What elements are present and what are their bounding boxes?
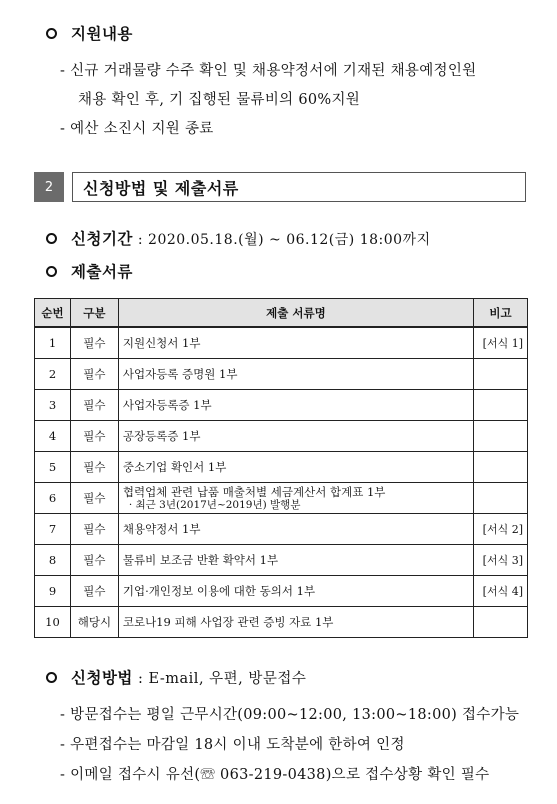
table-row — [35, 452, 528, 483]
support-heading — [46, 22, 133, 44]
period-line — [46, 227, 431, 249]
row-doc-name: 공장등록증 1부 — [118, 421, 473, 452]
row-no: 1 — [35, 327, 71, 359]
row-no: 5 — [35, 452, 71, 483]
header-no: 순번 — [35, 299, 71, 328]
row-doc-name-cell — [118, 483, 473, 514]
row-type: 필수 — [70, 576, 118, 607]
section-title: 신청방법 및 제출서류 — [83, 178, 239, 198]
period-value: 2020.05.18.(월) ~ 06.12(금) 18:00까지 — [148, 232, 431, 248]
table-header-row — [35, 299, 528, 328]
row-no: 6 — [35, 483, 71, 514]
row-type: 필수 — [70, 327, 118, 359]
row-note: [서식 1] — [473, 327, 527, 359]
row-note — [473, 607, 527, 638]
method-label: 신청방법 — [71, 668, 133, 687]
row-no: 8 — [35, 545, 71, 576]
circle-bullet-icon — [46, 266, 57, 277]
row-type: 필수 — [70, 483, 118, 514]
support-item-2: 채용 확인 후, 기 집행된 물류비의 60%지원 — [78, 92, 361, 108]
row-type: 필수 — [70, 452, 118, 483]
table-row — [35, 545, 528, 576]
documents-table — [34, 298, 528, 638]
row-type: 필수 — [70, 545, 118, 576]
row-note: [서식 2] — [473, 514, 527, 545]
row-no: 2 — [35, 359, 71, 390]
row-doc-name: 물류비 보조금 반환 확약서 1부 — [118, 545, 473, 576]
row-note: [서식 4] — [473, 576, 527, 607]
period-label: 신청기간 — [71, 229, 133, 248]
row-doc-name: 지원신청서 1부 — [118, 327, 473, 359]
row-note — [473, 452, 527, 483]
row-note — [473, 390, 527, 421]
method-value: E-mail, 우편, 방문접수 — [148, 671, 307, 687]
row-type: 해당시 — [70, 607, 118, 638]
row-doc-subnote: · 최근 3년(2017년~2019년) 발행분 — [128, 498, 301, 511]
docs-heading — [46, 260, 133, 282]
method-item-3: - 이메일 접수시 유선(☏ 063-219-0438)으로 접수상황 확인 필수 — [60, 767, 490, 783]
table-row — [35, 390, 528, 421]
section-header — [34, 172, 526, 202]
circle-bullet-icon — [46, 672, 57, 683]
row-note — [473, 421, 527, 452]
row-doc-name: 기업·개인정보 이용에 대한 동의서 1부 — [118, 576, 473, 607]
table-row — [35, 576, 528, 607]
row-no: 9 — [35, 576, 71, 607]
circle-bullet-icon — [46, 233, 57, 244]
header-doc-name: 제출 서류명 — [118, 299, 473, 328]
support-item-1: - 신규 거래물량 수주 확인 및 채용약정서에 기재된 채용예정인원 — [60, 63, 477, 79]
row-note: [서식 3] — [473, 545, 527, 576]
table-row — [35, 421, 528, 452]
docs-title: 제출서류 — [71, 262, 133, 281]
method-item-1: - 방문접수는 평일 근무시간(09:00~12:00, 13:00~18:00) 접수가능 — [60, 707, 520, 723]
row-doc-name: 사업자등록 증명원 1부 — [118, 359, 473, 390]
table-row — [35, 327, 528, 359]
table-row — [35, 607, 528, 638]
row-doc-name: 중소기업 확인서 1부 — [118, 452, 473, 483]
section-number: 2 — [34, 172, 64, 202]
row-note — [473, 359, 527, 390]
method-item-2: - 우편접수는 마감일 18시 이내 도착분에 한하여 인정 — [60, 737, 405, 753]
row-note — [473, 483, 527, 514]
table-row — [35, 359, 528, 390]
row-no: 7 — [35, 514, 71, 545]
row-no: 10 — [35, 607, 71, 638]
period-sep: : — [132, 232, 149, 248]
header-note: 비고 — [473, 299, 527, 328]
row-doc-name: 코로나19 피해 사업장 관련 증빙 자료 1부 — [118, 607, 473, 638]
table-row — [35, 514, 528, 545]
row-no: 3 — [35, 390, 71, 421]
support-item-3: - 예산 소진시 지원 종료 — [60, 121, 214, 137]
row-type: 필수 — [70, 421, 118, 452]
header-type: 구분 — [70, 299, 118, 328]
method-sep: : — [132, 671, 149, 687]
row-type: 필수 — [70, 359, 118, 390]
row-type: 필수 — [70, 514, 118, 545]
row-no: 4 — [35, 421, 71, 452]
circle-bullet-icon — [46, 28, 57, 39]
row-type: 필수 — [70, 390, 118, 421]
row-doc-name: 채용약정서 1부 — [118, 514, 473, 545]
table-row — [35, 483, 528, 514]
row-doc-name: 사업자등록증 1부 — [118, 390, 473, 421]
method-line — [46, 666, 306, 688]
section-title-box — [72, 172, 526, 202]
row-doc-name: 협력업체 관련 납품 매출처별 세금계산서 합계표 1부 — [122, 484, 386, 499]
support-title: 지원내용 — [71, 24, 133, 43]
